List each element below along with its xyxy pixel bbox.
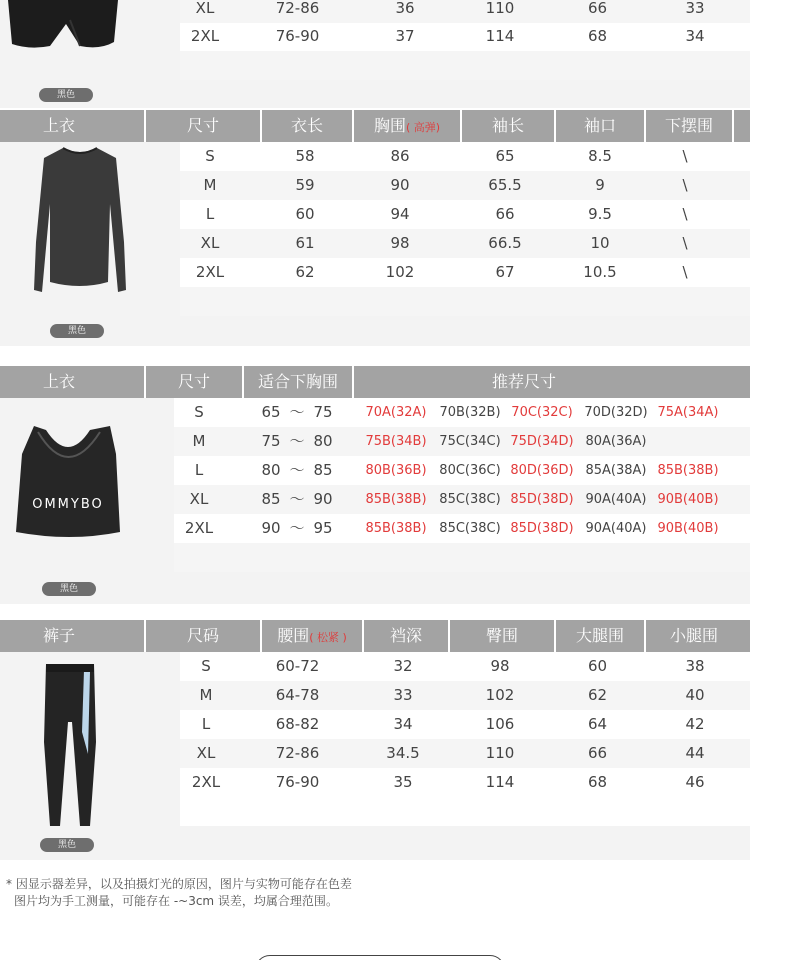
table-row xyxy=(180,652,750,681)
value-cell: 62 xyxy=(587,686,608,704)
size-cell: XL xyxy=(195,0,215,17)
recommended-size: 75D(34D) xyxy=(510,434,574,449)
recommended-size: 85B(38B) xyxy=(657,463,719,478)
color-badge: 黑色 xyxy=(50,324,104,338)
value-cell: 67 xyxy=(495,263,515,281)
value-cell: 65 xyxy=(261,403,281,421)
rise-heading: 裆深 xyxy=(389,626,422,645)
value-cell: \ xyxy=(682,147,688,165)
value-cell: 34 xyxy=(393,715,413,733)
category-heading: 裤子 xyxy=(42,626,75,645)
color-badge: 黑色 xyxy=(39,88,93,102)
recommended-size: 85C(38C) xyxy=(439,492,501,507)
empty-row xyxy=(180,80,750,108)
value-cell: 75 xyxy=(261,432,281,450)
empty-row xyxy=(180,826,750,860)
shorts-table xyxy=(180,0,750,108)
recommended-size: 90A(40A) xyxy=(585,492,647,507)
sports-bra-image xyxy=(12,420,124,540)
calf-heading: 小腿围 xyxy=(669,626,718,645)
sleeve-heading: 袖长 xyxy=(491,116,524,135)
shorts-image xyxy=(0,0,130,50)
size-cell: 2XL xyxy=(190,27,220,45)
range-tilde: ～ xyxy=(289,461,305,479)
size-cell: L xyxy=(205,205,215,223)
value-cell: 76-90 xyxy=(275,27,320,45)
recommended-size: 90B(40B) xyxy=(657,521,719,536)
recommend-heading: 推荐尺寸 xyxy=(491,372,556,391)
value-cell: 61 xyxy=(295,234,315,252)
color-badge: 黑色 xyxy=(40,838,94,852)
size-cell: 2XL xyxy=(184,519,214,537)
value-cell: 33 xyxy=(393,686,413,704)
value-cell: 80 xyxy=(313,432,333,450)
value-cell: 66 xyxy=(587,0,608,17)
disclaimer-line-1: * 因显示器差异，以及拍摄灯光的原因，图片与实物可能存在色差 xyxy=(6,877,352,891)
hip-heading: 臀围 xyxy=(485,626,518,645)
long-sleeve-top-image xyxy=(30,142,130,302)
top-table-header xyxy=(0,110,750,142)
empty-row xyxy=(174,572,750,604)
value-cell: 60 xyxy=(295,205,315,223)
value-cell: 44 xyxy=(685,744,705,762)
more-button[interactable] xyxy=(255,955,505,960)
size-cell: XL xyxy=(196,744,216,762)
size-cell: S xyxy=(194,403,204,421)
value-cell: 34.5 xyxy=(386,744,420,762)
shorts-image-panel xyxy=(0,0,180,108)
value-cell: 35 xyxy=(393,773,413,791)
table-row xyxy=(180,171,750,200)
value-cell: 66.5 xyxy=(488,234,522,252)
table-row xyxy=(180,739,750,768)
value-cell: 72-86 xyxy=(275,0,320,17)
cuff-heading: 袖口 xyxy=(583,116,616,135)
range-tilde: ～ xyxy=(289,432,305,450)
size-cell: M xyxy=(199,686,213,704)
bra-section xyxy=(0,366,750,604)
table-row xyxy=(174,456,750,485)
shorts-section xyxy=(0,0,750,108)
hem-heading: 下摆围 xyxy=(664,116,713,135)
value-cell: 110 xyxy=(485,0,515,17)
range-tilde: ～ xyxy=(289,490,305,508)
recommended-size: 85D(38D) xyxy=(510,521,574,536)
value-cell: \ xyxy=(682,176,688,194)
value-cell: 10 xyxy=(590,234,610,252)
table-row xyxy=(180,258,750,287)
value-cell: 60-72 xyxy=(275,657,320,675)
value-cell: 65 xyxy=(495,147,515,165)
table-row xyxy=(174,398,750,427)
value-cell: 10.5 xyxy=(583,263,617,281)
size-cell: XL xyxy=(200,234,220,252)
value-cell: 32 xyxy=(393,657,413,675)
value-cell: 106 xyxy=(485,715,515,733)
recommended-size: 85D(38D) xyxy=(510,492,574,507)
bra-print-text: OMMYBO xyxy=(32,497,104,512)
recommended-size: 85C(38C) xyxy=(439,521,501,536)
size-cell: 2XL xyxy=(195,263,225,281)
size-cell: L xyxy=(201,715,211,733)
value-cell: 36 xyxy=(395,0,415,17)
top-image-panel xyxy=(0,142,180,346)
value-cell: 90 xyxy=(261,519,281,537)
value-cell: 42 xyxy=(685,715,705,733)
value-cell: 80 xyxy=(261,461,281,479)
size-cell: M xyxy=(192,432,206,450)
value-cell: 58 xyxy=(295,147,315,165)
value-cell: 68 xyxy=(587,773,608,791)
value-cell: 60 xyxy=(587,657,608,675)
value-cell: 114 xyxy=(485,773,515,791)
value-cell: 68 xyxy=(587,27,608,45)
value-cell: 76-90 xyxy=(275,773,320,791)
empty-row xyxy=(174,543,750,572)
value-cell: 66 xyxy=(587,744,608,762)
recommended-size: 85B(38B) xyxy=(365,521,427,536)
recommended-size: 70D(32D) xyxy=(584,405,648,420)
table-row xyxy=(180,681,750,710)
empty-row xyxy=(180,316,750,346)
empty-row xyxy=(180,797,750,826)
size-heading: 尺码 xyxy=(186,626,219,645)
value-cell: 38 xyxy=(685,657,705,675)
value-cell: 65.5 xyxy=(488,176,522,194)
value-cell: 85 xyxy=(313,461,333,479)
disclaimer-line-2: 图片均为手工测量，可能存在 -~3cm 误差，均属合理范围。 xyxy=(14,894,338,908)
value-cell: \ xyxy=(682,234,688,252)
recommended-size: 90B(40B) xyxy=(657,492,719,507)
size-cell: XL xyxy=(189,490,209,508)
empty-row xyxy=(180,51,750,80)
value-cell: \ xyxy=(682,205,688,223)
waist-note: ( 松紧 ) xyxy=(309,631,347,644)
bra-image-panel xyxy=(0,398,174,604)
recommended-size: 80B(36B) xyxy=(365,463,427,478)
length-heading: 衣长 xyxy=(290,116,323,135)
recommended-size: 90A(40A) xyxy=(585,521,647,536)
top-table-body xyxy=(180,142,750,346)
value-cell: 37 xyxy=(395,27,415,45)
chest-note: ( 高弹) xyxy=(405,121,441,134)
table-row xyxy=(180,142,750,171)
table-row xyxy=(180,229,750,258)
recommended-size: 70A(32A) xyxy=(365,405,427,420)
recommended-size: 80A(36A) xyxy=(585,434,647,449)
value-cell: 68-82 xyxy=(275,715,320,733)
value-cell: 90 xyxy=(313,490,333,508)
recommended-size: 85B(38B) xyxy=(365,492,427,507)
pants-section xyxy=(0,620,750,860)
size-cell: M xyxy=(203,176,217,194)
recommended-size: 80C(36C) xyxy=(439,463,501,478)
size-cell: S xyxy=(201,657,211,675)
range-tilde: ～ xyxy=(289,403,305,421)
pants-image-panel xyxy=(0,652,180,860)
recommended-size: 70B(32B) xyxy=(439,405,501,420)
value-cell: 75 xyxy=(313,403,333,421)
value-cell: 72-86 xyxy=(275,744,320,762)
value-cell: 66 xyxy=(495,205,515,223)
value-cell: 9 xyxy=(595,176,605,194)
underbust-heading: 适合下胸围 xyxy=(257,372,338,391)
value-cell: 64 xyxy=(587,715,608,733)
chest-heading: 胸围( 高弹) xyxy=(373,116,441,135)
value-cell: \ xyxy=(682,263,688,281)
table-row xyxy=(180,710,750,739)
table-row xyxy=(180,768,750,797)
value-cell: 98 xyxy=(490,657,510,675)
category-heading: 上衣 xyxy=(42,116,75,135)
table-row xyxy=(174,514,750,543)
size-cell: 2XL xyxy=(191,773,221,791)
value-cell: 62 xyxy=(295,263,315,281)
bra-table-body xyxy=(174,398,750,604)
value-cell: 8.5 xyxy=(588,147,612,165)
value-cell: 110 xyxy=(485,744,515,762)
empty-row xyxy=(180,287,750,316)
recommended-size: 75C(34C) xyxy=(439,434,501,449)
value-cell: 102 xyxy=(385,263,415,281)
recommended-size: 75B(34B) xyxy=(365,434,427,449)
table-row xyxy=(174,427,750,456)
value-cell: 9.5 xyxy=(588,205,612,223)
pants-table-header xyxy=(0,620,750,652)
value-cell: 59 xyxy=(295,176,315,194)
recommended-size: 85A(38A) xyxy=(585,463,647,478)
size-heading: 尺寸 xyxy=(177,372,210,391)
value-cell: 86 xyxy=(390,147,410,165)
range-tilde: ～ xyxy=(289,519,305,537)
table-row xyxy=(180,0,750,23)
top-section xyxy=(0,110,750,346)
category-heading: 上衣 xyxy=(42,372,75,391)
table-row xyxy=(180,22,750,51)
bra-table-header xyxy=(0,366,750,398)
value-cell: 114 xyxy=(485,27,515,45)
value-cell: 33 xyxy=(685,0,705,17)
value-cell: 90 xyxy=(390,176,410,194)
value-cell: 85 xyxy=(261,490,281,508)
value-cell: 94 xyxy=(390,205,410,223)
size-cell: S xyxy=(205,147,215,165)
value-cell: 46 xyxy=(685,773,705,791)
recommended-size: 75A(34A) xyxy=(657,405,719,420)
table-row xyxy=(180,200,750,229)
value-cell: 40 xyxy=(685,686,705,704)
color-badge: 黑色 xyxy=(42,582,96,596)
waist-heading: 腰围( 松紧 ) xyxy=(277,626,347,645)
value-cell: 64-78 xyxy=(275,686,320,704)
value-cell: 34 xyxy=(685,27,705,45)
size-heading: 尺寸 xyxy=(186,116,219,135)
jogger-pants-image xyxy=(40,662,100,830)
size-cell: L xyxy=(194,461,204,479)
table-row xyxy=(174,485,750,514)
recommended-size: 80D(36D) xyxy=(510,463,574,478)
value-cell: 95 xyxy=(313,519,333,537)
value-cell: 102 xyxy=(485,686,515,704)
thigh-heading: 大腿围 xyxy=(575,626,624,645)
pants-table-body xyxy=(180,652,750,860)
recommended-size: 70C(32C) xyxy=(511,405,573,420)
value-cell: 98 xyxy=(390,234,410,252)
